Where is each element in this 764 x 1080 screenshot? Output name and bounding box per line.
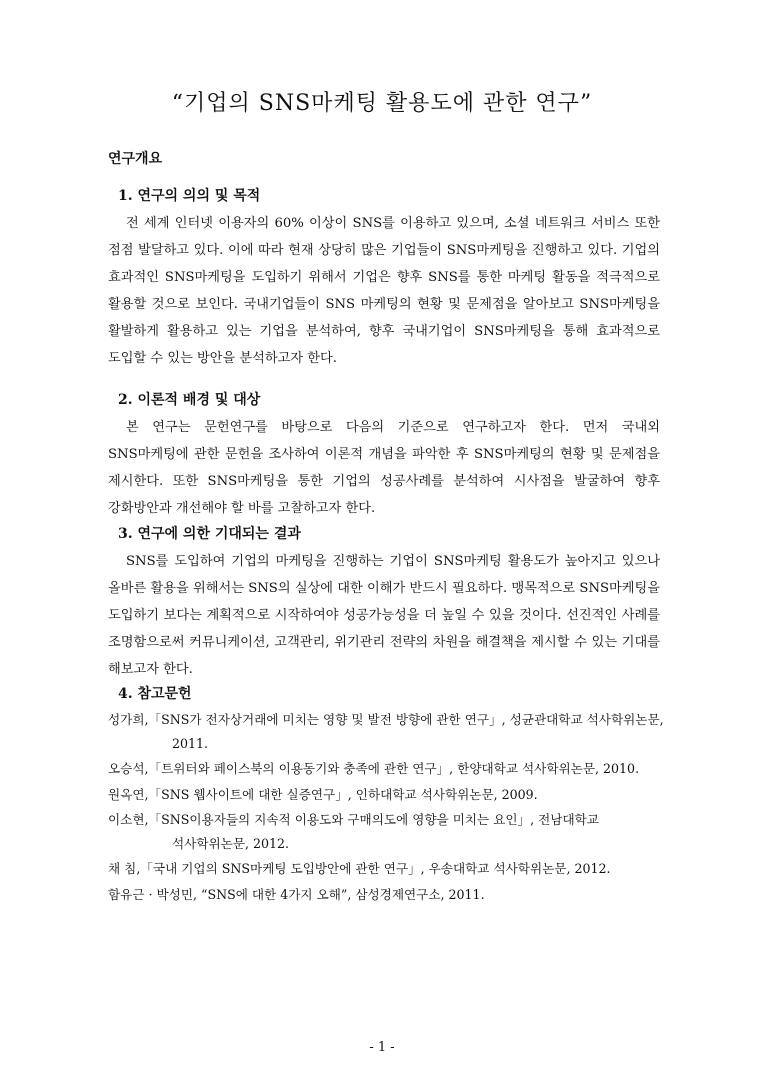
section-heading: 3. 연구에 의한 기대되는 결과: [118, 526, 301, 542]
reference-item: 채 침,「국내 기업의 SNS마케팅 도입방안에 관한 연구」, 우송대학교 석사학위논문, 2012.: [108, 861, 611, 876]
reference-item: 성가희,「SNS가 전자상거래에 미치는 영향 및 발전 방향에 관한 연구」, 성균관대학교 석사학위논문, 2011.: [108, 712, 664, 751]
section-heading: 1. 연구의 의의 및 목적: [118, 188, 261, 204]
references-heading: 4. 참고문헌: [118, 686, 192, 702]
overview-label: 연구개요: [108, 151, 163, 167]
reference-item: 함유근 · 박성민, “SNS에 대한 4가지 오해”, 삼성경제연구소, 2011.: [108, 886, 485, 902]
section-heading: 2. 이론적 배경 및 대상: [118, 392, 261, 408]
section-body: 본 연구는 문헌연구를 바탕으로 다음의 기준으로 연구하고자 한다. 먼저 국내외 SNS마케팅에 관한 문헌을 조사하여 이론적 개념을 파악한 후 SNS마케팅의 현황 및 문제점을 제시한다. 또한 SNS마케팅을 통한 기업의 성공사례를 분석하여 시사점을 발굴하여 향후 강화방안과 개선해야 할 바를 고찰하고자 한다.: [108, 420, 660, 516]
reference-item: 이소현,「SNS이용자들의 지속적 이용도와 구매의도에 영향을 미치는 요인」, 전남대학교 석사학위논문, 2012.: [108, 812, 599, 851]
section-expected-results: [108, 524, 660, 683]
page-number: - 1 -: [369, 1040, 395, 1055]
references-section: [108, 684, 668, 908]
section-purpose: [108, 186, 660, 372]
reference-item: 오승석,「트위터와 페이스북의 이용동기와 충족에 관한 연구」, 한양대학교 석사학위논문, 2010.: [108, 761, 640, 776]
reference-item: 원옥연,「SNS 웹사이트에 대한 실증연구」, 인하대학교 석사학위논문, 2009.: [108, 786, 538, 802]
section-background: [108, 390, 660, 522]
section-body: 전 세계 인터넷 이용자의 60% 이상이 SNS를 이용하고 있으며, 소셜 네트워크 서비스 또한 점점 발달하고 있다. 이에 따라 현재 상당히 많은 기업들이 SNS마케팅을 진행하고 있다. 기업의 효과적인 SNS마케팅을 도입하기 위해서 기업은 향후 SNS를 통한 마케팅 활동을 적극적으로 활용할 것으로 보인다. 국내기업들이 SNS 마케팅의 현황 및 문제점을 알아보고 SNS마케팅을 활발하게 활용하고 있는 기업을 분석하여, 향후 국내기업이 SNS마케팅을 통해 효과적으로 도입할 수 있는 방안을 분석하고자 한다.: [108, 216, 660, 366]
section-body: SNS를 도입하여 기업의 마케팅을 진행하는 기업이 SNS마케팅 활용도가 높아지고 있으나 올바른 활용을 위해서는 SNS의 실상에 대한 이해가 반드시 필요하다. 맹목적으로 SNS마케팅을 도입하기 보다는 계획적으로 시작하여야 성공가능성을 더 높일 수 있을 것이다. 선진적인 사례를 조명함으로써 커뮤니케이션, 고객관리, 위기관리 전략의 차원을 해결책을 제시할 수 있는 기대를 해보고자 한다.: [108, 554, 660, 677]
document-title: “기업의 SNS마케팅 활용도에 관한 연구”: [171, 91, 593, 116]
